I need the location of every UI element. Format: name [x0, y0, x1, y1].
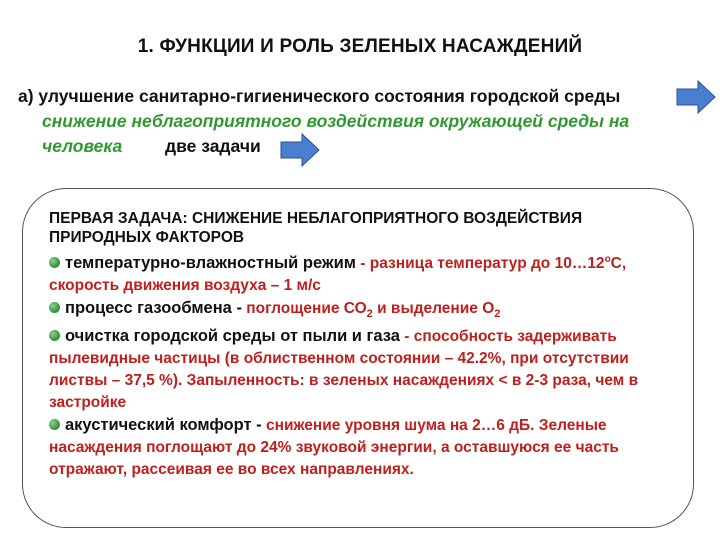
- page-title: 1. ФУНКЦИИ И РОЛЬ ЗЕЛЕНЫХ НАСАЖДЕНИЙ: [137, 36, 583, 57]
- item-detail: снижение уровня шума на 2…6 дБ. Зеленые насаждения поглощают до 24% звуковой энергии, а оставшуюся ее часть отражают, рассеивая ее во всех направлениях.: [49, 417, 619, 479]
- item-acoustic: [49, 414, 679, 481]
- arrow-right-icon: [280, 133, 320, 167]
- point-a-text: а) улучшение санитарно-гигиенического состояния городской среды: [18, 86, 621, 106]
- item-cleaning: [49, 325, 679, 414]
- effect-line-2: человека: [42, 136, 123, 156]
- item-temperature: [49, 249, 679, 297]
- arrow-right-icon: [676, 80, 716, 114]
- first-task-box: [22, 188, 694, 528]
- item-gas-exchange: [49, 297, 679, 325]
- first-task-heading: ПЕРВАЯ ЗАДАЧА: СНИЖЕНИЕ НЕБЛАГОПРИЯТНОГО ВОЗДЕЙСТВИЯ ПРИРОДНЫХ ФАКТОРОВ: [49, 210, 583, 246]
- bullet-icon: [49, 257, 60, 268]
- item-detail: - разница температур до $10\dots 12^оС$, скорость движения воздуха – 1 м/с: [49, 254, 627, 295]
- item-detail: - способность задерживать пылевидные частицы (в облиственном состоянии – 42.2%, при отсутствии листвы – 37,5 %). Запыленность: в зеленых насаждениях < в 2-3 раза, чем в застройке: [49, 328, 639, 412]
- item-label: очистка городской среды от пыли и газа: [65, 327, 400, 346]
- bullet-icon: [49, 419, 60, 430]
- bullet-icon: [49, 302, 60, 313]
- item-label: процесс газообмена -: [65, 299, 242, 318]
- item-label: акустический комфорт -: [65, 416, 262, 435]
- bullet-icon: [49, 330, 60, 341]
- effect-line-1: снижение неблагоприятного воздействия окружающей среды на: [42, 111, 630, 131]
- item-detail: поглощение $СО_2$ и выделение $О_2$: [241, 300, 501, 321]
- item-label: температурно-влажностный режим: [65, 254, 356, 273]
- two-tasks-text: две задачи: [165, 136, 261, 156]
